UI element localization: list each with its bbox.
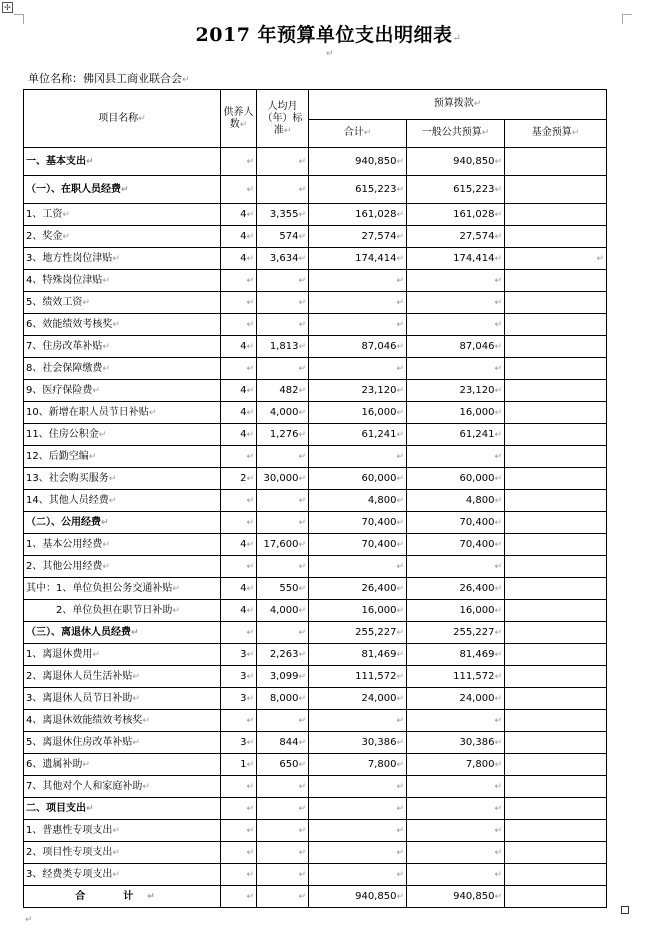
row-fund <box>505 226 607 248</box>
row-name: 2、其他公用经费↵ <box>24 556 221 578</box>
row-standard: ↵ <box>257 148 309 176</box>
table-row <box>24 512 607 534</box>
row-total: 61,241↵ <box>309 424 407 446</box>
row-total: ↵ <box>309 842 407 864</box>
table-row <box>24 842 607 864</box>
row-count: 4↵ <box>221 204 257 226</box>
table-row <box>24 578 607 600</box>
row-general: 61,241↵ <box>407 424 505 446</box>
row-standard: 650↵ <box>257 754 309 776</box>
row-count: ↵ <box>221 358 257 380</box>
table-row <box>24 644 607 666</box>
row-fund <box>505 380 607 402</box>
row-fund <box>505 176 607 204</box>
row-total: ↵ <box>309 556 407 578</box>
row-total: 7,800↵ <box>309 754 407 776</box>
row-general: 26,400↵ <box>407 578 505 600</box>
row-name: 合 计↵ <box>24 886 221 908</box>
header-count: 供养人数↵ <box>221 90 257 148</box>
row-fund <box>505 490 607 512</box>
header-general: 一般公共预算↵ <box>407 119 505 148</box>
row-standard: ↵ <box>257 358 309 380</box>
row-fund <box>505 688 607 710</box>
row-name: 1、基本公用经费↵ <box>24 534 221 556</box>
row-name: 13、社会购买服务↵ <box>24 468 221 490</box>
row-name: 3、离退休人员节日补助↵ <box>24 688 221 710</box>
row-count: ↵ <box>221 710 257 732</box>
row-total: 60,000↵ <box>309 468 407 490</box>
table-row <box>24 688 607 710</box>
row-general: ↵ <box>407 270 505 292</box>
row-count: 3↵ <box>221 688 257 710</box>
table-row <box>24 148 607 176</box>
row-count: 3↵ <box>221 644 257 666</box>
row-standard: 4,000↵ <box>257 600 309 622</box>
row-total: ↵ <box>309 270 407 292</box>
table-row <box>24 864 607 886</box>
row-count: ↵ <box>221 270 257 292</box>
table-row <box>24 534 607 556</box>
row-fund <box>505 798 607 820</box>
row-name: 其中：1、单位负担公务交通补贴↵ <box>24 578 221 600</box>
row-standard: ↵ <box>257 886 309 908</box>
row-count: ↵ <box>221 176 257 204</box>
table-row <box>24 358 607 380</box>
row-general: ↵ <box>407 358 505 380</box>
table-row <box>24 490 607 512</box>
row-standard: 4,000↵ <box>257 402 309 424</box>
row-name: 6、遗属补助↵ <box>24 754 221 776</box>
row-fund <box>505 732 607 754</box>
row-count: 4↵ <box>221 578 257 600</box>
row-count: ↵ <box>221 556 257 578</box>
row-count: ↵ <box>221 446 257 468</box>
row-standard: ↵ <box>257 864 309 886</box>
row-general: 81,469↵ <box>407 644 505 666</box>
row-standard: 1,813↵ <box>257 336 309 358</box>
row-general: ↵ <box>407 864 505 886</box>
row-fund <box>505 776 607 798</box>
row-standard: 17,600↵ <box>257 534 309 556</box>
row-total: 26,400↵ <box>309 578 407 600</box>
row-standard: ↵ <box>257 270 309 292</box>
row-fund <box>505 402 607 424</box>
row-standard: 1,276↵ <box>257 424 309 446</box>
header-fund: 基金预算↵ <box>505 119 607 148</box>
row-name: 8、社会保障缴费↵ <box>24 358 221 380</box>
row-total: ↵ <box>309 446 407 468</box>
row-standard: ↵ <box>257 798 309 820</box>
row-name: 5、离退休住房改革补贴↵ <box>24 732 221 754</box>
row-fund <box>505 820 607 842</box>
row-count: ↵ <box>221 776 257 798</box>
row-general: 60,000↵ <box>407 468 505 490</box>
row-name: 3、地方性岗位津贴↵ <box>24 248 221 270</box>
unit-name-label: 单位名称：佛冈县工商业联合会↵ <box>28 72 190 85</box>
row-general: ↵ <box>407 710 505 732</box>
table-row <box>24 556 607 578</box>
table-row <box>24 270 607 292</box>
row-count: 4↵ <box>221 248 257 270</box>
table-row <box>24 798 607 820</box>
row-count: 3↵ <box>221 666 257 688</box>
row-name: 11、住房公积金↵ <box>24 424 221 446</box>
row-standard: ↵ <box>257 842 309 864</box>
row-fund <box>505 534 607 556</box>
row-total: ↵ <box>309 314 407 336</box>
row-name: （三）、离退休人员经费↵ <box>24 622 221 644</box>
row-standard: 574↵ <box>257 226 309 248</box>
row-fund <box>505 358 607 380</box>
row-general: 70,400↵ <box>407 534 505 556</box>
table-row <box>24 380 607 402</box>
row-total: ↵ <box>309 776 407 798</box>
table-row <box>24 468 607 490</box>
row-general: 27,574↵ <box>407 226 505 248</box>
row-fund <box>505 710 607 732</box>
row-count: 4↵ <box>221 402 257 424</box>
row-count: ↵ <box>221 512 257 534</box>
table-row <box>24 886 607 908</box>
row-standard: ↵ <box>257 622 309 644</box>
row-fund <box>505 292 607 314</box>
row-fund <box>505 336 607 358</box>
table-row <box>24 820 607 842</box>
row-general: ↵ <box>407 820 505 842</box>
row-standard: ↵ <box>257 292 309 314</box>
table-row <box>24 248 607 270</box>
row-name: 2、单位负担在职节日补助↵ <box>24 600 221 622</box>
table-row <box>24 710 607 732</box>
row-name: 6、效能绩效考核奖↵ <box>24 314 221 336</box>
row-total: 16,000↵ <box>309 600 407 622</box>
header-standard: 人均月（年）标准↵ <box>257 90 309 148</box>
row-general: 615,223↵ <box>407 176 505 204</box>
row-standard: 844↵ <box>257 732 309 754</box>
row-general: ↵ <box>407 798 505 820</box>
row-general: 255,227↵ <box>407 622 505 644</box>
row-total: 940,850↵ <box>309 886 407 908</box>
row-total: 70,400↵ <box>309 534 407 556</box>
row-total: ↵ <box>309 820 407 842</box>
row-count: 4↵ <box>221 336 257 358</box>
row-standard: ↵ <box>257 176 309 204</box>
row-count: ↵ <box>221 314 257 336</box>
paragraph-mark-icon: ↵ <box>25 915 33 925</box>
row-total: 81,469↵ <box>309 644 407 666</box>
row-fund <box>505 512 607 534</box>
row-total: 23,120↵ <box>309 380 407 402</box>
row-count: 4↵ <box>221 424 257 446</box>
row-name: 14、其他人员经费↵ <box>24 490 221 512</box>
row-fund <box>505 666 607 688</box>
row-general: ↵ <box>407 556 505 578</box>
table-row <box>24 446 607 468</box>
table-row <box>24 176 607 204</box>
row-name: 4、特殊岗位津贴↵ <box>24 270 221 292</box>
row-count: ↵ <box>221 292 257 314</box>
crop-mark-tl <box>14 14 23 15</box>
table-row <box>24 754 607 776</box>
row-standard: ↵ <box>257 512 309 534</box>
row-count: ↵ <box>221 820 257 842</box>
table-row <box>24 424 607 446</box>
row-fund <box>505 148 607 176</box>
row-total: 255,227↵ <box>309 622 407 644</box>
row-general: ↵ <box>407 314 505 336</box>
row-general: 16,000↵ <box>407 402 505 424</box>
row-standard: ↵ <box>257 446 309 468</box>
row-name: 7、其他对个人和家庭补助↵ <box>24 776 221 798</box>
row-fund <box>505 622 607 644</box>
row-total: 16,000↵ <box>309 402 407 424</box>
row-total: ↵ <box>309 864 407 886</box>
row-standard: 8,000↵ <box>257 688 309 710</box>
row-general: 940,850↵ <box>407 148 505 176</box>
row-count: ↵ <box>221 490 257 512</box>
page-title: 2017 年预算单位支出明细表↵ <box>195 24 462 46</box>
row-total: ↵ <box>309 798 407 820</box>
row-count: ↵ <box>221 148 257 176</box>
row-name: 1、工资↵ <box>24 204 221 226</box>
row-total: 30,386↵ <box>309 732 407 754</box>
row-fund <box>505 754 607 776</box>
row-general: 111,572↵ <box>407 666 505 688</box>
row-name: 7、住房改革补贴↵ <box>24 336 221 358</box>
row-general: 70,400↵ <box>407 512 505 534</box>
row-count: 4↵ <box>221 226 257 248</box>
table-row <box>24 336 607 358</box>
row-name: 二、项目支出↵ <box>24 798 221 820</box>
row-name: 10、新增在职人员节日补贴↵ <box>24 402 221 424</box>
row-general: 7,800↵ <box>407 754 505 776</box>
row-total: 24,000↵ <box>309 688 407 710</box>
row-total: 87,046↵ <box>309 336 407 358</box>
row-total: ↵ <box>309 358 407 380</box>
header-budget: 预算拨款↵ <box>309 90 607 120</box>
table-row <box>24 226 607 248</box>
row-standard: 30,000↵ <box>257 468 309 490</box>
row-standard: 550↵ <box>257 578 309 600</box>
row-general: ↵ <box>407 292 505 314</box>
row-general: 161,028↵ <box>407 204 505 226</box>
row-fund <box>505 842 607 864</box>
row-count: 3↵ <box>221 732 257 754</box>
row-fund <box>505 600 607 622</box>
row-name: 一、基本支出↵ <box>24 148 221 176</box>
row-fund <box>505 886 607 908</box>
row-count: 4↵ <box>221 380 257 402</box>
row-standard: 3,355↵ <box>257 204 309 226</box>
row-standard: ↵ <box>257 490 309 512</box>
row-standard: 482↵ <box>257 380 309 402</box>
table-resize-handle-icon[interactable] <box>621 906 629 914</box>
row-total: 161,028↵ <box>309 204 407 226</box>
row-count: ↵ <box>221 798 257 820</box>
row-standard: ↵ <box>257 776 309 798</box>
row-name: 2、奖金↵ <box>24 226 221 248</box>
row-general: 87,046↵ <box>407 336 505 358</box>
row-fund <box>505 468 607 490</box>
row-name: 1、普惠性专项支出↵ <box>24 820 221 842</box>
table-row <box>24 776 607 798</box>
row-name: 3、经费类专项支出↵ <box>24 864 221 886</box>
table-row <box>24 204 607 226</box>
row-name: 9、医疗保险费↵ <box>24 380 221 402</box>
table-row <box>24 292 607 314</box>
table-row <box>24 666 607 688</box>
header-total: 合计↵ <box>309 119 407 148</box>
budget-table <box>23 89 607 908</box>
row-general: 24,000↵ <box>407 688 505 710</box>
row-standard: ↵ <box>257 820 309 842</box>
row-total: 111,572↵ <box>309 666 407 688</box>
row-standard: 3,634↵ <box>257 248 309 270</box>
row-fund <box>505 556 607 578</box>
row-standard: ↵ <box>257 710 309 732</box>
row-fund <box>505 204 607 226</box>
crop-mark-tr <box>622 14 632 15</box>
row-count: 4↵ <box>221 534 257 556</box>
row-fund <box>505 314 607 336</box>
row-name: 12、后勤空编↵ <box>24 446 221 468</box>
row-total: 4,800↵ <box>309 490 407 512</box>
row-fund <box>505 270 607 292</box>
row-general: ↵ <box>407 446 505 468</box>
row-count: 1↵ <box>221 754 257 776</box>
row-fund <box>505 424 607 446</box>
row-name: 2、项目性专项支出↵ <box>24 842 221 864</box>
row-count: ↵ <box>221 886 257 908</box>
row-total: ↵ <box>309 710 407 732</box>
table-row <box>24 732 607 754</box>
row-count: 4↵ <box>221 600 257 622</box>
row-fund <box>505 578 607 600</box>
row-count: ↵ <box>221 622 257 644</box>
header-name: 项目名称↵ <box>24 90 221 148</box>
row-name: 4、离退休效能绩效考核奖↵ <box>24 710 221 732</box>
row-fund: ↵ <box>505 248 607 270</box>
row-name: （一）、在职人员经费↵ <box>24 176 221 204</box>
row-general: 4,800↵ <box>407 490 505 512</box>
row-name: 1、离退休费用↵ <box>24 644 221 666</box>
row-standard: ↵ <box>257 556 309 578</box>
paragraph-mark-icon: ↵ <box>326 49 334 59</box>
row-standard: 3,099↵ <box>257 666 309 688</box>
row-count: ↵ <box>221 842 257 864</box>
row-total: 940,850↵ <box>309 148 407 176</box>
table-row <box>24 402 607 424</box>
row-standard: 2,263↵ <box>257 644 309 666</box>
table-row <box>24 600 607 622</box>
row-total: 174,414↵ <box>309 248 407 270</box>
row-total: 70,400↵ <box>309 512 407 534</box>
row-general: 23,120↵ <box>407 380 505 402</box>
row-general: 16,000↵ <box>407 600 505 622</box>
table-row <box>24 314 607 336</box>
row-total: 615,223↵ <box>309 176 407 204</box>
row-general: 940,850↵ <box>407 886 505 908</box>
table-row <box>24 622 607 644</box>
row-total: 27,574↵ <box>309 226 407 248</box>
row-general: 30,386↵ <box>407 732 505 754</box>
row-name: （二）、公用经费↵ <box>24 512 221 534</box>
row-general: ↵ <box>407 776 505 798</box>
row-fund <box>505 864 607 886</box>
row-total: ↵ <box>309 292 407 314</box>
row-name: 5、绩效工资↵ <box>24 292 221 314</box>
row-general: ↵ <box>407 842 505 864</box>
row-count: 2↵ <box>221 468 257 490</box>
row-fund <box>505 644 607 666</box>
row-standard: ↵ <box>257 314 309 336</box>
row-name: 2、离退休人员生活补贴↵ <box>24 666 221 688</box>
row-general: 174,414↵ <box>407 248 505 270</box>
table-move-handle-icon[interactable]: ✢ <box>2 2 13 13</box>
row-fund <box>505 446 607 468</box>
row-count: ↵ <box>221 864 257 886</box>
